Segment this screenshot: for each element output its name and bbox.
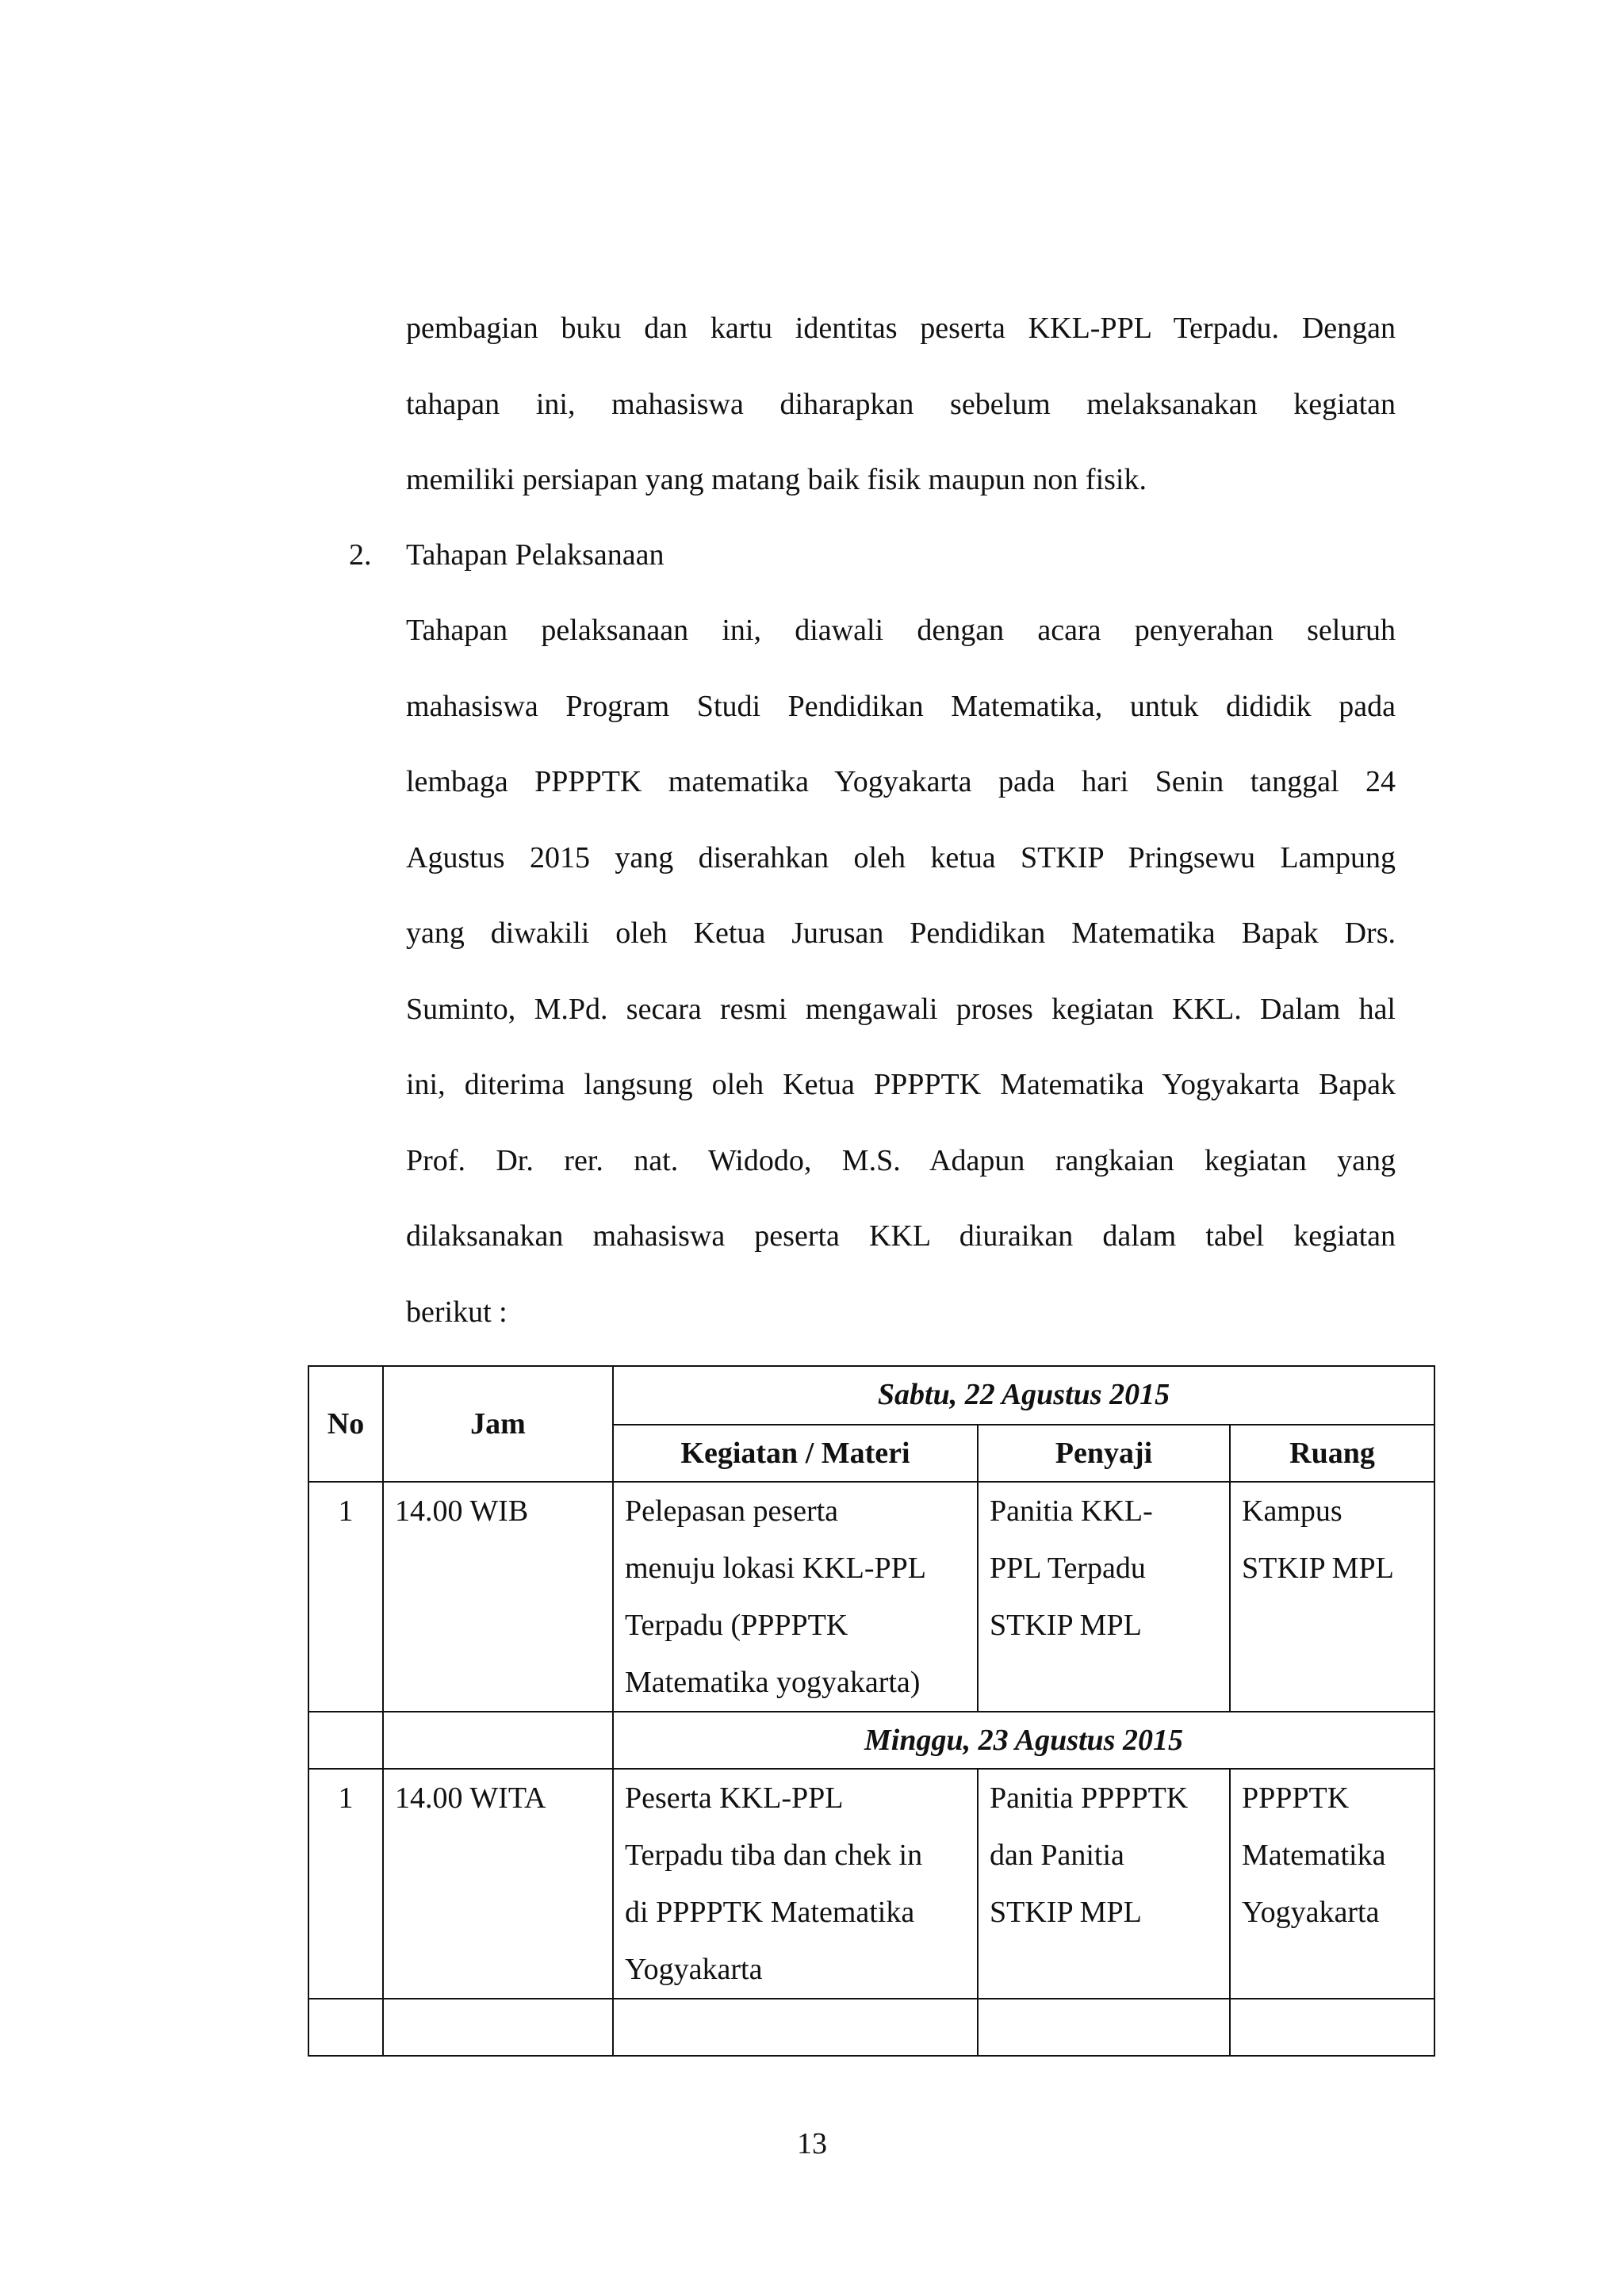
cell-line: PPL Terpadu (990, 1552, 1146, 1585)
text-line: lembaga PPPPTK matematika Yogyakarta pada hari Senin tanggal 24 (406, 765, 1396, 798)
empty-cell (1230, 1999, 1434, 2056)
paragraph-top (406, 291, 1396, 519)
cell-line: STKIP MPL (990, 1609, 1142, 1642)
empty-cell (383, 1712, 613, 1769)
table-row-empty (308, 1999, 1434, 2056)
text-line: Tahapan pelaksanaan ini, diawali dengan acara penyerahan seluruh (406, 614, 1396, 647)
cell-line: Pelepasan peserta (625, 1494, 839, 1528)
empty-cell (978, 1999, 1230, 2056)
paragraph-implementation (406, 593, 1396, 1350)
cell-line: Terpadu (PPPPTK (625, 1609, 848, 1642)
day-header: Sabtu, 22 Agustus 2015 (613, 1366, 1434, 1425)
empty-cell (613, 1999, 978, 2056)
schedule-table (308, 1365, 1435, 2057)
cell-line: Kampus (1242, 1494, 1342, 1528)
text-line: tahapan ini, mahasiswa diharapkan sebelum melaksanakan kegiatan (406, 387, 1396, 421)
header-penyaji: Penyaji (978, 1425, 1230, 1482)
cell-line: PPPPTK (1242, 1781, 1350, 1815)
text-line: ini, diterima langsung oleh Ketua PPPPTK Matematika Yogyakarta Bapak (406, 1068, 1396, 1101)
header-jam: Jam (383, 1366, 613, 1482)
day-header: Minggu, 23 Agustus 2015 (613, 1712, 1434, 1769)
table-row (308, 1482, 1434, 1712)
row-kegiatan (613, 1769, 978, 1999)
cell-line: STKIP MPL (990, 1896, 1142, 1929)
text-line: dilaksanakan mahasiswa peserta KKL diuraikan dalam tabel kegiatan (406, 1219, 1396, 1253)
text-line: berikut : (406, 1295, 508, 1329)
header-no: No (308, 1366, 383, 1482)
row-no: 1 (308, 1482, 383, 1712)
cell-line: Panitia PPPPTK (990, 1781, 1189, 1815)
text-line: pembagian buku dan kartu identitas peserta KKL-PPL Terpadu. Dengan (406, 312, 1396, 345)
row-penyaji (978, 1482, 1230, 1712)
cell-line: STKIP MPL (1242, 1552, 1394, 1585)
header-kegiatan: Kegiatan / Materi (613, 1425, 978, 1482)
text-line: yang diwakili oleh Ketua Jurusan Pendidikan Matematika Bapak Drs. (406, 916, 1396, 950)
cell-line: di PPPPTK Matematika (625, 1896, 915, 1929)
row-kegiatan (613, 1482, 978, 1712)
text-line: Prof. Dr. rer. nat. Widodo, M.S. Adapun rangkaian kegiatan yang (406, 1143, 1396, 1177)
section-number: 2. (349, 538, 372, 572)
empty-cell (308, 1712, 383, 1769)
cell-line: Peserta KKL-PPL (625, 1781, 844, 1815)
cell-line: Matematika yogyakarta) (625, 1666, 921, 1699)
section-title: Tahapan Pelaksanaan (406, 538, 665, 572)
table-row (308, 1769, 1434, 1999)
row-penyaji (978, 1769, 1230, 1999)
page-number: 13 (797, 2127, 827, 2160)
empty-cell (308, 1999, 383, 2056)
header-ruang: Ruang (1230, 1425, 1434, 1482)
row-jam: 14.00 WITA (383, 1769, 613, 1999)
cell-line: Terpadu tiba dan chek in (625, 1839, 923, 1872)
row-no: 1 (308, 1769, 383, 1999)
cell-line: dan Panitia (990, 1839, 1124, 1872)
text-line: mahasiswa Program Studi Pendidikan Matematika, untuk dididik pada (406, 689, 1396, 723)
text-line: memiliki persiapan yang matang baik fisik maupun non fisik. (406, 463, 1147, 496)
text-line: Agustus 2015 yang diserahkan oleh ketua STKIP Pringsewu Lampung (406, 840, 1396, 874)
cell-line: Yogyakarta (625, 1953, 763, 1986)
cell-line: Matematika (1242, 1839, 1386, 1872)
text-line: Suminto, M.Pd. secara resmi mengawali proses kegiatan KKL. Dalam hal (406, 992, 1396, 1026)
cell-line: Panitia KKL- (990, 1494, 1153, 1528)
row-ruang (1230, 1482, 1434, 1712)
cell-line: menuju lokasi KKL-PPL (625, 1552, 926, 1585)
row-jam: 14.00 WIB (383, 1482, 613, 1712)
empty-cell (383, 1999, 613, 2056)
row-ruang (1230, 1769, 1434, 1999)
cell-line: Yogyakarta (1242, 1896, 1380, 1929)
